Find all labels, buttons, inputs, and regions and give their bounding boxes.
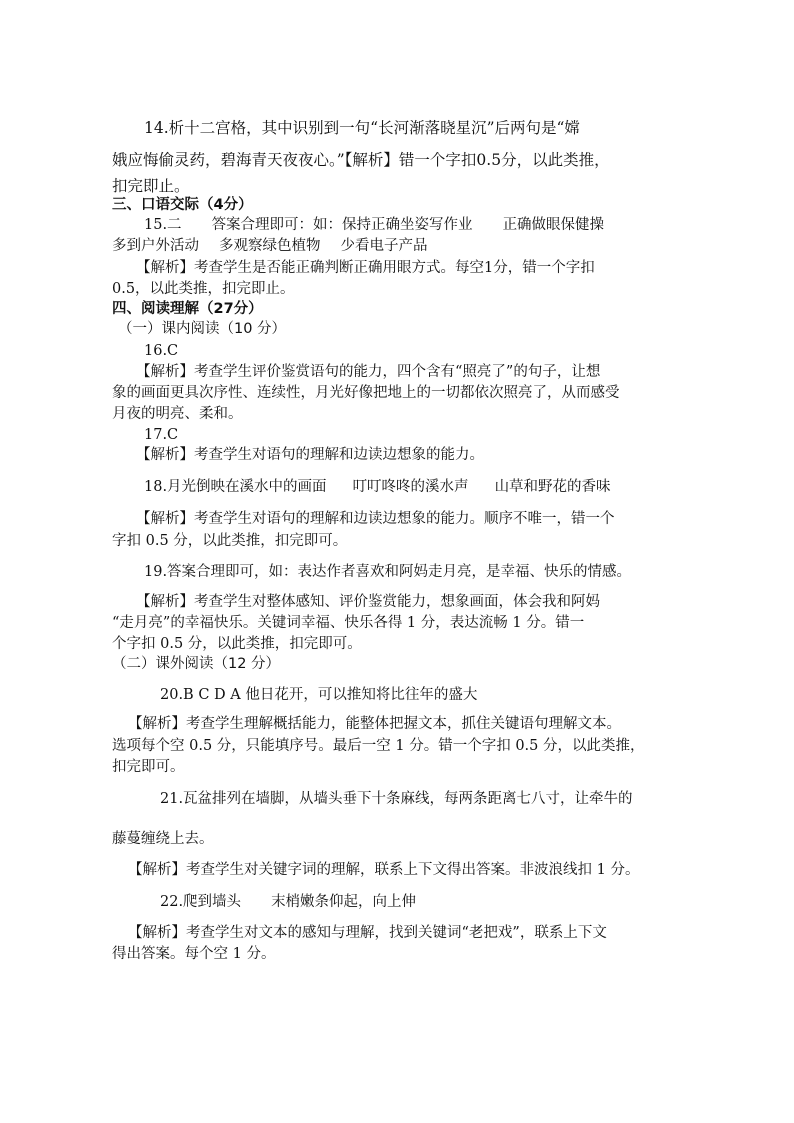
q14-line-3: 扣完即止。 — [112, 177, 190, 195]
subsection-2-heading: （二）课外阅读（12 分） — [112, 656, 281, 672]
q16-answer: 16.C — [144, 343, 179, 359]
q22-explanation-1: 【解析】考查学生对文本的感知与理解，找到关键词“老把戏”，联系上下文 — [128, 925, 607, 941]
section-3-heading: 三、口语交际（4分） — [112, 197, 253, 213]
q19-explanation-1: 【解析】考查学生对整体感知、评价鉴赏能力，想象画面，体会我和阿妈 — [136, 594, 600, 610]
q15-number: 15.二 — [144, 217, 182, 233]
q16-explanation-1: 【解析】考查学生评价鉴赏语句的能力，四个含有“照亮了”的句子，让想 — [136, 364, 601, 380]
q15-answer-5: 少看电子产品 — [340, 238, 428, 254]
q20-answer: 20.B C D A 他日花开，可以推知将比往年的盛大 — [160, 687, 478, 703]
q16-explanation-3: 月夜的明亮、柔和。 — [112, 406, 243, 422]
q18-answer-1: 18.月光倒映在溪水中的画面 — [144, 479, 327, 495]
q20-explanation-2: 选项每个空 0.5 分，只能填序号。最后一空 1 分。错一个字扣 0.5 分，以此类推， — [112, 738, 645, 754]
q18-explanation-2: 字扣 0.5 分，以此类推，扣完即可。 — [112, 533, 348, 549]
q15-answer-line — [144, 216, 604, 234]
q15-answer-3: 多到户外活动 — [112, 238, 199, 254]
q18-explanation-1: 【解析】考查学生对语句的理解和边读边想象的能力。顺序不唯一，错一个 — [136, 511, 615, 527]
q15-explanation-2: 0.5，以此类推，扣完即止。 — [112, 281, 295, 297]
q19-answer: 19.答案合理即可，如：表达作者喜欢和阿妈走月亮，是幸福、快乐的情感。 — [144, 564, 632, 580]
q18-answer-3: 山草和野花的香味 — [494, 479, 611, 495]
q18-answer-line — [144, 478, 611, 496]
subsection-1-heading: （一）课内阅读（10 分） — [118, 321, 287, 337]
q15-answer-1: 答案合理即可：如：保持正确坐姿写作业 — [211, 217, 473, 233]
q22-explanation-2: 得出答案。每个空 1 分。 — [112, 946, 276, 962]
q18-answer-2: 叮叮咚咚的溪水声 — [352, 479, 469, 495]
q15-answer-line-2 — [112, 237, 428, 255]
q22-answer-1: 22.爬到墙头 — [160, 894, 242, 910]
q22-answer-2: 末梢嫩条仰起，向上伸 — [271, 894, 417, 910]
q21-answer-line-2: 藤蔓缠绕上去。 — [112, 831, 214, 847]
q14-line-2: 娥应悔偷灵药，碧海青天夜夜心。”【解析】错一个字扣0.5分，以此类推， — [112, 151, 610, 169]
section-4-heading: 四、阅读理解（27分） — [112, 301, 263, 317]
q15-answer-2: 正确做眼保健操 — [502, 217, 605, 233]
q22-answer-line — [160, 893, 416, 911]
q20-explanation-1: 【解析】考查学生理解概括能力，能整体把握文本，抓住关键语句理解文本。 — [128, 716, 621, 732]
q21-answer-line-1: 21.瓦盆排列在墙脚，从墙头垂下十条麻线，每两条距离七八寸，让牵牛的 — [160, 791, 633, 807]
q16-explanation-2: 象的画面更具次序性、连续性，月光好像把地上的一切都依次照亮了，从而感受 — [112, 385, 620, 401]
q14-line-1: 14.析十二宫格，其中识别到一句“长河渐落晓星沉”后两句是“嫦 — [144, 119, 580, 137]
q15-answer-4: 多观察绿色植物 — [219, 238, 321, 254]
q15-explanation-1: 【解析】考查学生是否能正确判断正确用眼方式。每空1分，错一个字扣 — [136, 260, 595, 276]
q17-answer: 17.C — [144, 427, 179, 443]
q20-explanation-3: 扣完即可。 — [112, 759, 185, 775]
q21-explanation: 【解析】考查学生对关键字词的理解，联系上下文得出答案。非波浪线扣 1 分。 — [128, 862, 640, 878]
q19-explanation-2: “走月亮”的幸福快乐。关键词幸福、快乐各得 1 分，表达流畅 1 分。错一 — [112, 615, 585, 631]
q19-explanation-3: 个字扣 0.5 分，以此类推，扣完即可。 — [112, 636, 362, 652]
q17-explanation: 【解析】考查学生对语句的理解和边读边想象的能力。 — [136, 447, 484, 463]
